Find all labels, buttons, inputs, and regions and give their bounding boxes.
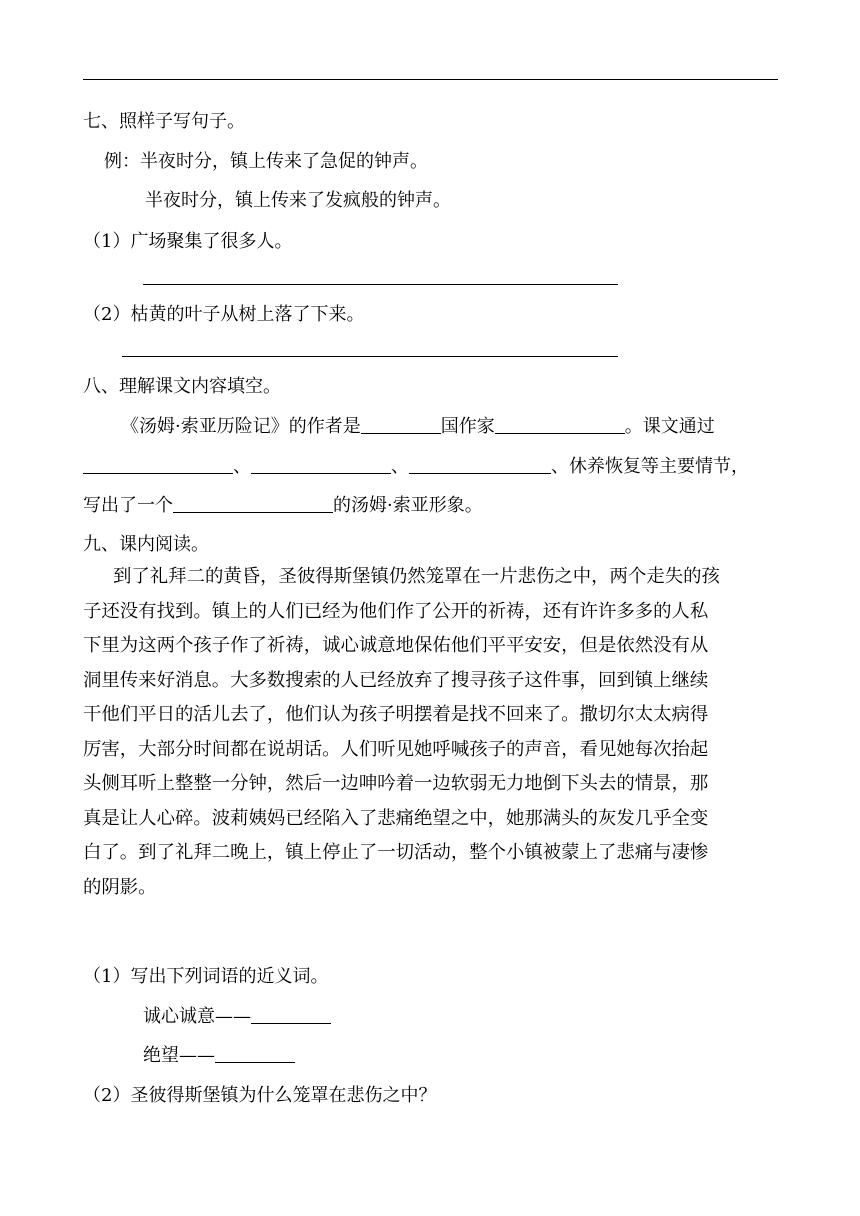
blank-synonym-1[interactable]	[251, 1005, 331, 1024]
example-line	[104, 147, 428, 173]
fill-line-1	[121, 412, 715, 438]
fill-text-3: 。课文通过	[624, 416, 715, 437]
example-rewritten: 半夜时分，镇上传来了发疯般的钟声。	[145, 190, 451, 211]
fill-text-5: 写出了一个	[83, 495, 173, 516]
synonym-item-2	[143, 1041, 295, 1067]
passage-line: 厉害，大部分时间都在说胡话。人们听见她呼喊孩子的声音，看见她每次抬起	[83, 738, 709, 760]
blank-character[interactable]	[173, 494, 333, 513]
question-9-1: （1）写出下列词语的近义词。	[83, 966, 329, 987]
answer-line-7-2[interactable]	[122, 356, 618, 357]
passage-line: 到了礼拜二的黄昏，圣彼得斯堡镇仍然笼罩在一片悲伤之中，两个走失的孩	[113, 566, 720, 587]
blank-author[interactable]	[495, 415, 625, 434]
blank-plot-1[interactable]	[83, 455, 233, 474]
passage-line: 子还没有找到。镇上的人们已经为他们作了公开的祈祷，还有许许多多的人私	[83, 600, 709, 622]
passage-line: 下里为这两个孩子作了祈祷，诚心诚意地保佑他们平平安安，但是依然没有从	[83, 635, 709, 656]
question-7-2: （2）枯黄的叶子从树上落了下来。	[83, 304, 365, 325]
passage-line: 白了。到了礼拜二晚上，镇上停止了一切活动，整个小镇被蒙上了悲痛与凄惨	[83, 842, 709, 863]
fill-text-6: 的汤姆·索亚形象。	[333, 495, 483, 516]
fill-line-3	[83, 491, 483, 517]
blank-synonym-2[interactable]	[215, 1044, 295, 1063]
reading-passage	[83, 560, 783, 905]
fill-text-4: 、休养恢复等主要情节，	[551, 456, 749, 477]
passage-line: 真是让人心碎。波莉姨妈已经陷入了悲痛绝望之中，她那满头的灰发几乎全变	[83, 807, 709, 829]
section-7-heading: 七、照样子写句子。	[83, 111, 245, 132]
blank-country[interactable]	[361, 415, 441, 434]
separator-2: 、	[391, 456, 409, 477]
separator-1: 、	[233, 456, 251, 477]
question-9-2: （2）圣彼得斯堡镇为什么笼罩在悲伤之中？	[83, 1085, 437, 1106]
passage-line: 洞里传来好消息。大多数搜索的人已经放弃了搜寻孩子这件事，回到镇上继续	[83, 669, 709, 691]
fill-text-1: 《汤姆·索亚历险记》的作者是	[121, 416, 361, 437]
blank-plot-2[interactable]	[251, 455, 391, 474]
passage-line: 的阴影。	[83, 876, 157, 898]
question-7-1: （1）广场聚集了很多人。	[83, 231, 293, 252]
synonym-word-2: 绝望——	[143, 1045, 215, 1066]
section-8-heading: 八、理解课文内容填空。	[83, 376, 281, 397]
answer-line-7-1[interactable]	[143, 284, 618, 285]
blank-plot-3[interactable]	[409, 455, 551, 474]
fill-line-2	[83, 452, 749, 478]
synonym-item-1	[143, 1002, 331, 1028]
synonym-word-1: 诚心诚意——	[143, 1006, 251, 1027]
top-rule	[83, 79, 778, 80]
passage-line: 干他们平日的活儿去了，他们认为孩子明摆着是找不回来了。撒切尔太太病得	[83, 704, 709, 725]
example-label: 例：	[104, 151, 140, 172]
section-9-heading: 九、课内阅读。	[83, 534, 209, 555]
fill-text-2: 国作家	[440, 416, 495, 437]
example-original: 半夜时分，镇上传来了急促的钟声。	[140, 151, 428, 172]
passage-line: 头侧耳听上整整一分钟，然后一边呻吟着一边软弱无力地倒下头去的情景，那	[83, 773, 709, 794]
